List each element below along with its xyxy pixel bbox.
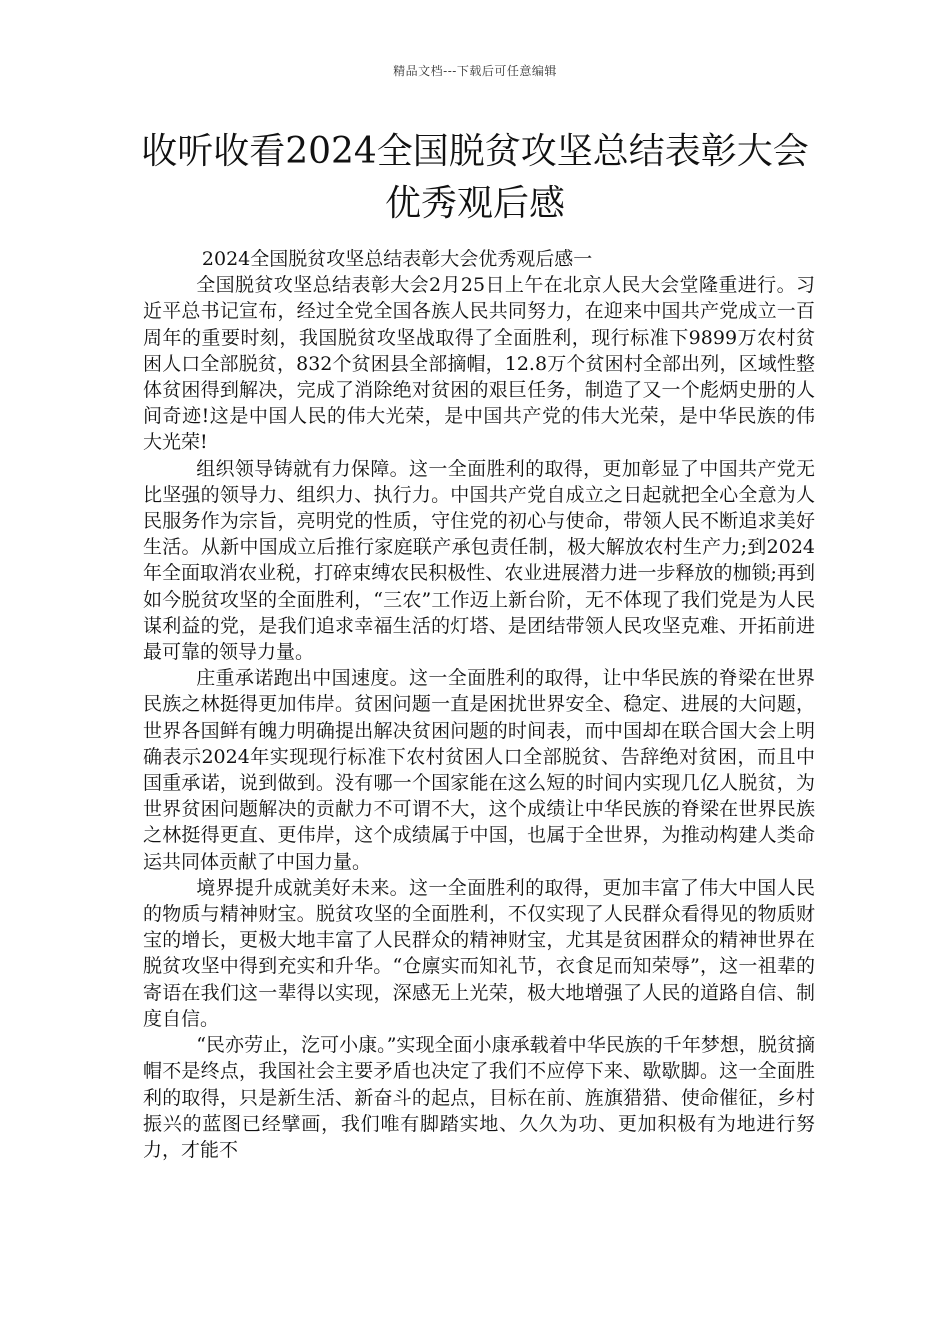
- header-note: 精品文档---下载后可任意编辑: [393, 64, 557, 78]
- paragraph-3: 庄重承诺跑出中国速度。这一全面胜利的取得，让中华民族的脊梁在世界民族之林挺得更加伟岸。贫困问题一直是困扰世界安全、稳定、进展的大问题，世界各国鲜有魄力明确提出解决贫困问题的时间表，而中国却在联合国大会上明确表示2024年实现现行标准下农村贫困人口全部脱贫、告辞绝对贫困，而且中国重承诺，说到做到。没有哪一个国家能在这么短的时间内实现几亿人脱贫，为世界贫困问题解决的贡献力不可谓不大，这个成绩让中华民族的脊梁在世界民族之林挺得更直、更伟岸，这个成绩属于中国，也属于全世界，为推动构建人类命运共同体贡献了中国力量。: [143, 667, 815, 873]
- paragraph-5: “民亦劳止，汔可小康。”实现全面小康承载着中华民族的千年梦想，脱贫摘帽不是终点，我国社会主要矛盾也决定了我们不应停下来、歇歇脚。这一全面胜利的取得，只是新生活、新奋斗的起点，目标在前、旌旗猎猎、使命催征，乡村振兴的蓝图已经擘画，我们唯有脚踏实地、久久为功、更加积极有为地进行努力，才能不: [143, 1034, 815, 1161]
- paragraph-1: 全国脱贫攻坚总结表彰大会2月25日上午在北京人民大会堂隆重进行。习近平总书记宣布，经过全党全国各族人民共同努力，在迎来中国共产党成立一百周年的重要时刻，我国脱贫攻坚战取得了全面胜利，现行标准下9899万农村贫困人口全部脱贫，832个贫困县全部摘帽，12.8万个贫困村全部出列，区域性整体贫困得到解决，完成了消除绝对贫困的艰巨任务，制造了又一个彪炳史册的人间奇迹!这是中国人民的伟大光荣，是中国共产党的伟大光荣，是中华民族的伟大光荣!: [143, 274, 815, 454]
- document-body: [143, 246, 815, 1163]
- paragraph-2: 组织领导铸就有力保障。这一全面胜利的取得，更加彰显了中国共产党无比坚强的领导力、组织力、执行力。中国共产党自成立之日起就把全心全意为人民服务作为宗旨，亮明党的性质，守住党的初心与使命，带领人民不断追求美好生活。从新中国成立后推行家庭联产承包责任制，极大解放农村生产力;到2024年全面取消农业税，打碎束缚农民积极性、农业进展潜力进一步释放的枷锁;再到如今脱贫攻坚的全面胜利，“三农”工作迈上新台阶，无不体现了我们党是为人民谋利益的党，是我们追求幸福生活的灯塔、是团结带领人民攻坚克难、开拓前进最可靠的领导力量。: [143, 457, 815, 664]
- paragraph-4: 境界提升成就美好未来。这一全面胜利的取得，更加丰富了伟大中国人民的物质与精神财宝。脱贫攻坚的全面胜利，不仅实现了人民群众看得见的物质财宝的增长，更极大地丰富了人民群众的精神财宝，尤其是贫困群众的精神世界在脱贫攻坚中得到充实和升华。“仓廪实而知礼节，衣食足而知荣辱”，这一祖辈的寄语在我们这一辈得以实现，深感无上光荣，极大地增强了人民的道路自信、制度自信。: [143, 876, 815, 1030]
- section-subtitle: 2024全国脱贫攻坚总结表彰大会优秀观后感一: [201, 248, 593, 270]
- title-line-2: 优秀观后感: [384, 183, 565, 224]
- document-title: [120, 126, 830, 230]
- title-line-1: 收听收看2024全国脱贫攻坚总结表彰大会: [141, 131, 809, 172]
